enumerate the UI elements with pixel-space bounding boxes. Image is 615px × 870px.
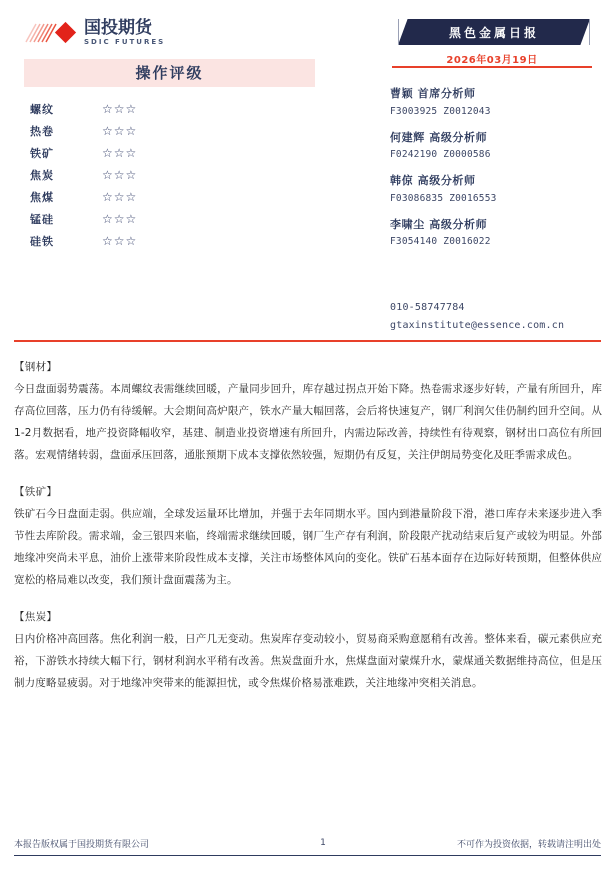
rating-stars-icon: ☆☆☆ [102, 190, 138, 204]
rating-commodity-name: 锰硅 [30, 213, 54, 226]
report-header [0, 0, 615, 340]
analyst-name: 韩倞 高级分析师 [390, 174, 476, 188]
rating-commodity-name: 焦煤 [30, 191, 54, 204]
analyst-list [390, 86, 605, 260]
report-date: 2026年03月19日 [446, 55, 538, 66]
rating-row [24, 186, 315, 208]
analyst-name: 曹颖 首席分析师 [390, 87, 476, 100]
operation-rating-panel [24, 59, 315, 252]
report-title: 黑色金属日报 [448, 25, 539, 40]
analyst-entry [390, 173, 605, 208]
section-paragraph: 日内价格冲高回落。焦化利润一般，日产几无变动。焦炭库存变动较小，贸易商采购意愿稍有改善。整体来看，碳元素供应充裕，下游铁水持续大幅下行，钢材利润水平稍有改善。焦炭盘面升水，焦煤盘面对蒙煤升水，蒙煤通关数据维持高位，但是压制力度略显疲弱。对于地缘冲突带来的能源担忧，或令焦煤价格易涨难跌，关注地缘冲突相关消息。 [14, 633, 602, 690]
brand-name-cn: 国投期货 [84, 17, 152, 38]
footer-page-number: 1 [320, 838, 326, 848]
footer-divider [14, 855, 601, 857]
rating-commodity-name: 热卷 [30, 125, 54, 138]
rating-row [24, 164, 315, 186]
rating-commodity-name: 硅铁 [30, 235, 54, 248]
sdic-diamond-logo-icon [24, 20, 80, 46]
rating-commodity-name: 螺纹 [30, 103, 54, 116]
brand-name-en: SDIC FUTURES [84, 37, 166, 46]
rating-row [24, 230, 315, 252]
rating-stars-icon: ☆☆☆ [102, 168, 138, 182]
analyst-entry [390, 86, 605, 121]
report-title-banner [398, 19, 590, 45]
analyst-name: 李啸尘 高级分析师 [390, 217, 488, 231]
footer-disclaimer: 不可作为投资依据，转载请注明出处 [456, 839, 601, 850]
report-footer [14, 837, 601, 857]
contact-email[interactable]: gtaxinstitute@essence.com.cn [390, 319, 565, 331]
rating-stars-icon: ☆☆☆ [102, 124, 138, 138]
date-underline [392, 66, 592, 68]
section-paragraph: 铁矿石今日盘面走弱。供应端，全球发运量环比增加，并强于去年同期水平。国内到港量阶段下滑，港口库存未来逐步进入季节性去库阶段。需求端，金三银四来临，终端需求继续回暖，钢厂生产存有利润，阶段限产扰动结束后复产或较为明显。外部地缘冲突尚未平息，油价上涨带来阶段性成本支撑，关注市场整体风向的变化。铁矿石基本面存在边际好转预期，但整体供应宽松的格局难以改变，我们预计盘面震荡为主。 [14, 508, 602, 587]
report-body [14, 358, 602, 711]
rating-commodity-name: 铁矿 [30, 147, 54, 160]
contact-block [390, 299, 610, 334]
rating-row [24, 208, 315, 230]
rating-stars-icon: ☆☆☆ [102, 102, 138, 116]
section-heading: 【焦炭】 [14, 611, 58, 624]
rating-row [24, 120, 315, 142]
brand-logo [24, 18, 165, 48]
analyst-license-code: F03086835 Z0016553 [390, 192, 497, 204]
analyst-license-code: F3054140 Z0016022 [390, 236, 491, 248]
rating-stars-icon: ☆☆☆ [102, 146, 138, 160]
section-heading: 【铁矿】 [14, 486, 58, 499]
footer-row [14, 837, 601, 855]
rating-stars-icon: ☆☆☆ [102, 234, 138, 248]
rating-row [24, 142, 315, 164]
section-coke [14, 608, 602, 694]
brand-wordmark [84, 17, 166, 47]
contact-phone: 010-58747784 [390, 302, 465, 313]
rating-commodity-name: 焦炭 [30, 169, 54, 182]
header-divider [14, 340, 601, 342]
section-iron-ore [14, 483, 602, 591]
section-heading: 【钢材】 [14, 361, 58, 373]
analyst-name: 何建辉 高级分析师 [390, 130, 488, 144]
analyst-entry [390, 130, 605, 165]
section-paragraph: 今日盘面弱势震荡。本周螺纹表需继续回暖，产量同步回升，库存越过拐点开始下降。热卷需求逐步好转，产量有所回升，库存高位回落，压力仍有待缓解。大会期间高炉限产，铁水产量大幅回落，会后将快速复产，钢厂利润欠佳仍制约回升空间。从1-2月数据看，地产投资降幅收窄，基建、制造业投资增速有所回升，内需边际改善，持续性有待观察，钢材出口高位有所回落。宏观情绪转弱，盘面承压回落，通胀预期下成本支撑依然较强，短期仍有反复，关注伊朗局势变化及旺季需求成色。 [14, 382, 602, 462]
section-steel [14, 358, 602, 466]
footer-copyright: 本报告版权属于国投期货有限公司 [14, 839, 150, 850]
rating-panel-title: 操作评级 [24, 59, 315, 87]
rating-rows [24, 98, 315, 252]
rating-row [24, 98, 315, 120]
analyst-license-code: F0242190 Z0000586 [390, 149, 491, 161]
analyst-license-code: F3003925 Z0012043 [390, 105, 491, 117]
analyst-entry [390, 217, 605, 252]
rating-stars-icon: ☆☆☆ [102, 212, 138, 226]
